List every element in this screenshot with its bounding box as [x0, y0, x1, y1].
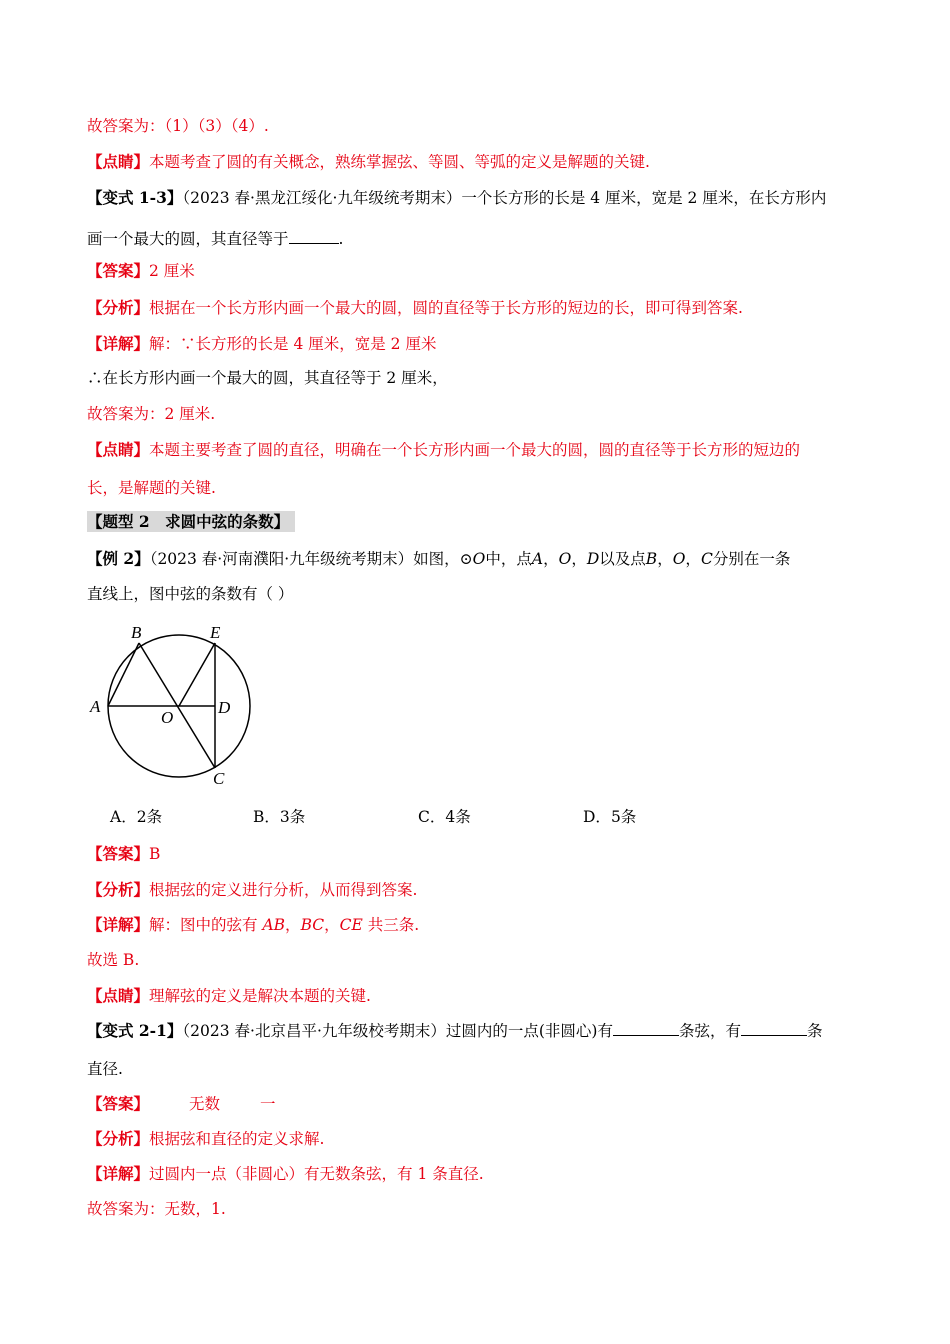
label-o: O [161, 708, 174, 727]
detail-2-1: 【详解】过圆内一点（非圆心）有无数条弦，有 1 条直径. [87, 1164, 484, 1183]
label-a: A [90, 697, 101, 716]
example-2-line-2: 直线上，图中弦的条数有（ ） [87, 585, 294, 603]
comment-2: 【点睛】理解弦的定义是解决本题的关键. [87, 986, 371, 1005]
comment-1-3-line-1: 【点睛】本题主要考查了圆的直径，明确在一个长方形内画一个最大的圆，圆的直径等于长方形的短边的 [87, 440, 801, 459]
label-c: C [213, 769, 225, 788]
radius-oe [179, 643, 215, 706]
analysis-1-3: 【分析】根据在一个长方形内画一个最大的圆，圆的直径等于长方形的短边的长，即可得到答案. [87, 298, 743, 317]
example-2-line-1: 【例 2】（2023 春·河南濮阳·九年级统考期末）如图，⊙O中，点A，O，D以及点B，O，C分别在一条 [87, 549, 791, 568]
detail-1-3-line-2: ∴在长方形内画一个最大的圆，其直径等于 2 厘米， [87, 369, 448, 387]
final-answer-2-1: 故答案为：无数，1. [87, 1200, 226, 1218]
choice-b[interactable]: B．3条 [253, 808, 306, 826]
answer-blank[interactable] [289, 229, 339, 244]
section-header: 【题型 2 求圆中弦的条数】 [87, 511, 295, 533]
variant-2-1-line-2: 直径. [87, 1060, 123, 1078]
comment-line-1: 【点睛】本题考查了圆的有关概念，熟练掌握弦、等圆、等弧的定义是解题的关键. [87, 152, 650, 171]
label-d: D [218, 698, 231, 717]
blank-chords[interactable] [613, 1021, 679, 1036]
detail-1-3: 【详解】解：∵长方形的长是 4 厘米，宽是 2 厘米 [87, 334, 437, 353]
final-answer-1-3: 故答案为：2 厘米. [87, 405, 216, 423]
variant-1-3-line-1: 【变式 1-3】（2023 春·黑龙江绥化·九年级统考期末）一个长方形的长是 4 厘米，宽是 2 厘米，在长方形内 [87, 188, 827, 207]
variant-2-1-line-1: 【变式 2-1】（2023 春·北京昌平·九年级校考期末）过圆内的一点(非圆心)有 条弦，有 条 [87, 1021, 823, 1040]
choice-c[interactable]: C．4条 [418, 808, 471, 826]
blank-diameters[interactable] [741, 1021, 807, 1036]
answer-line-1: 故答案为：（1）（3）（4）. [87, 117, 269, 135]
chord-ab [108, 643, 139, 706]
select-2: 故选 B. [87, 951, 140, 969]
answer-2: 【答案】B [87, 844, 161, 863]
circle-figure [85, 618, 260, 790]
analysis-2: 【分析】根据弦的定义进行分析，从而得到答案. [87, 880, 418, 899]
label-b: B [131, 623, 142, 642]
answer-1-3: 【答案】2 厘米 [87, 261, 195, 280]
comment-1-3-line-2: 长，是解题的关键. [87, 479, 216, 497]
detail-2: 【详解】解：图中的弦有 AB，BC，CE 共三条. [87, 915, 420, 934]
choice-a[interactable]: A．2条 [110, 808, 163, 826]
answer-2-1: 【答案】 无数 一 [87, 1094, 276, 1113]
analysis-2-1: 【分析】根据弦和直径的定义求解. [87, 1129, 325, 1148]
label-e: E [210, 623, 221, 642]
choice-d[interactable]: D．5条 [583, 808, 637, 826]
variant-1-3-line-2: 画一个最大的圆，其直径等于 . [87, 230, 344, 248]
